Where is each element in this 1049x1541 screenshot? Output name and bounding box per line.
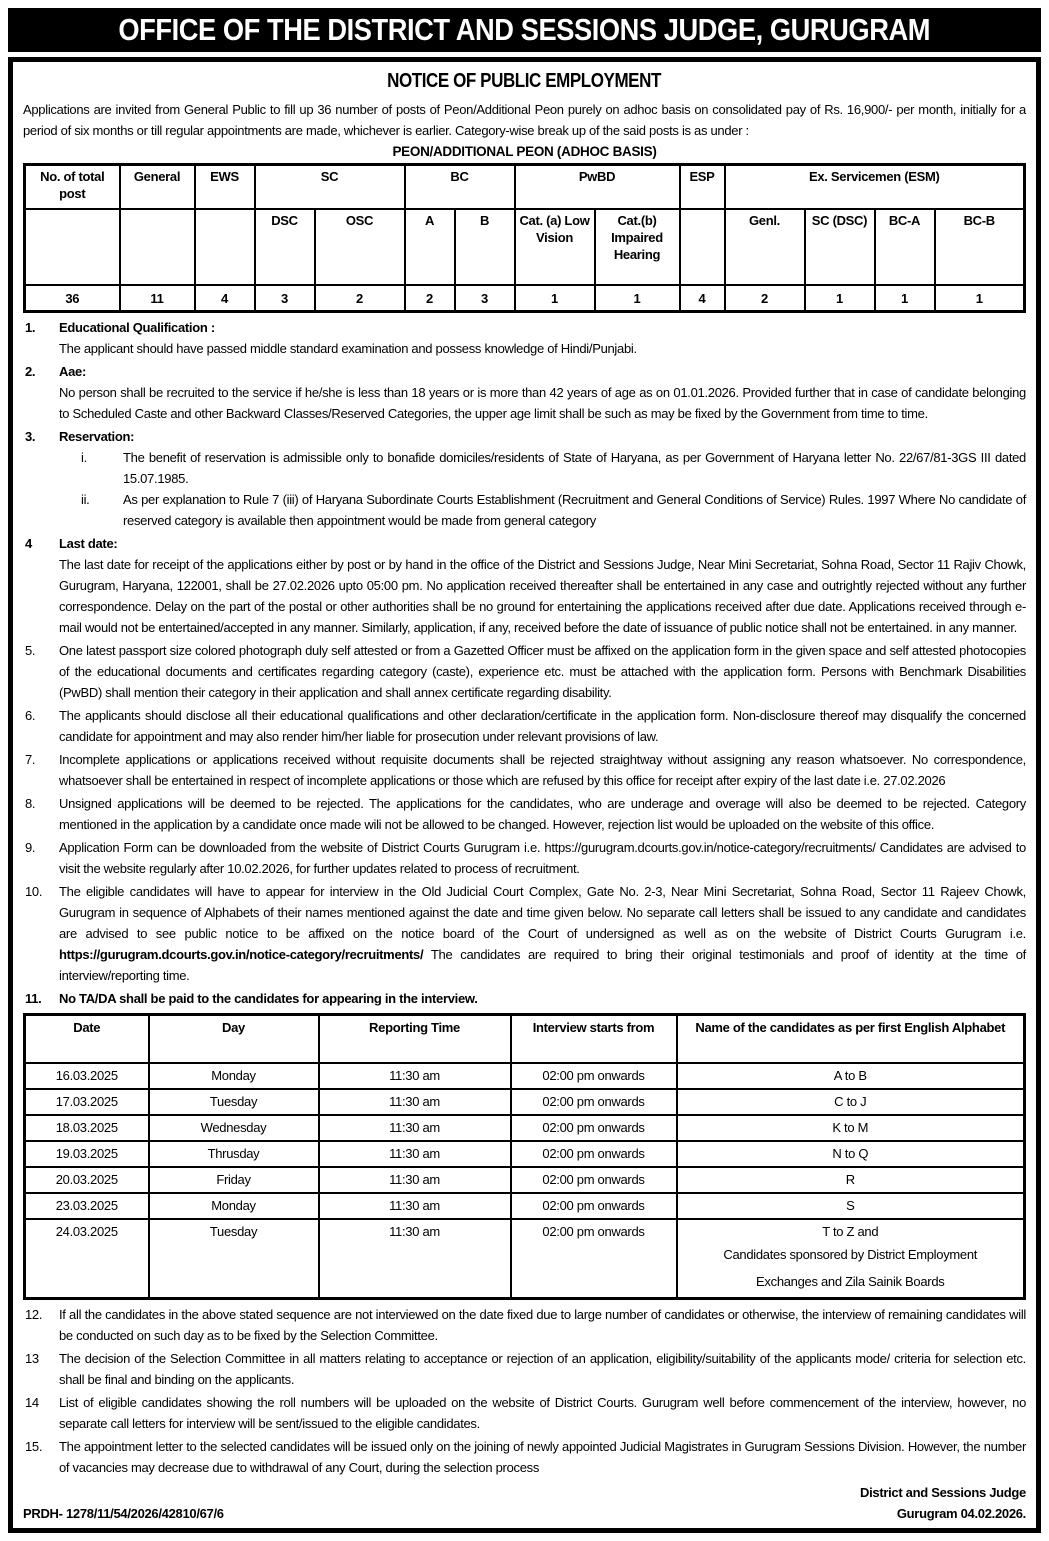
item-heading: Aae:: [59, 364, 86, 379]
item-number: 10.: [25, 884, 43, 899]
col-candidate-names: Name of the candidates as per first English Alphabet: [677, 1015, 1025, 1064]
interview-schedule-table: [23, 1013, 1026, 1300]
value-esm-genl: 2: [725, 285, 805, 312]
cell-interview: 02:00 pm onwards: [511, 1167, 677, 1193]
header-bar: [8, 8, 1041, 52]
cell-day: Monday: [149, 1063, 319, 1089]
sub-item-number: ii.: [81, 492, 90, 507]
item-number: 13: [25, 1351, 39, 1366]
cell-date: 23.03.2025: [25, 1193, 149, 1219]
item-body: The appointment letter to the selected candidates will be issued only on the joining of newly appointed Judicial Magistrates in Gurugram Sessions Division. However, the number of vacancies may decrease due to withdrawal of any Court, during the selection process: [59, 1439, 1026, 1475]
item-number: 6.: [25, 708, 36, 723]
item-number: 4: [25, 536, 32, 551]
item-body: The eligible candidates will have to appear for interview in the Old Judicial Court Complex, Gate No. 2-3, Near Mini Secretariat, Sohna Road, Sector 11 Rajeev Chowk, Gurugram in sequence of Alphabets of their names mentioned against the date and time given below. No separate call letters shall be issued to any candidate and candidates are advised to see public notice to be affixed on the notice board of the Court of undersigned as well as on the website of District Courts Gurugram i.e. https://gurugram.dcourts.gov.in/notice-category/recruitments/ The candidates are required to bring their original testimonials and proof of identity at the time of interview/reporting time.: [59, 884, 1026, 983]
cell-name: T to Z and Candidates sponsored by District Employment Exchanges and Zila Sainik Boards: [677, 1219, 1025, 1299]
item-incomplete-applications: [23, 749, 1026, 791]
footer: [23, 1482, 1026, 1524]
cell-time: 11:30 am: [319, 1219, 511, 1299]
col-sc-dsc: DSC: [255, 209, 315, 285]
notice-title: NOTICE OF PUBLIC EMPLOYMENT: [387, 70, 662, 92]
cell-name: A to B: [677, 1063, 1025, 1089]
item-number: 5.: [25, 643, 36, 658]
value-esp: 4: [680, 285, 725, 312]
value-pwbd-low-vision: 1: [515, 285, 595, 312]
item-last-date: [23, 533, 1026, 638]
col-esm-sc-dsc: SC (DSC): [805, 209, 875, 285]
cell-time: 11:30 am: [319, 1193, 511, 1219]
notice-body-frame: [8, 57, 1041, 1533]
cell-interview: 02:00 pm onwards: [511, 1089, 677, 1115]
cell-name: K to M: [677, 1115, 1025, 1141]
value-esm-bc-b: 1: [935, 285, 1025, 312]
item-application-form-download: [23, 837, 1026, 879]
cell-day: Wednesday: [149, 1115, 319, 1141]
cell-date: 19.03.2025: [25, 1141, 149, 1167]
bold-url: https://gurugram.dcourts.gov.in/notice-category/recruitments/: [59, 947, 424, 962]
col-general: General: [120, 165, 195, 210]
schedule-row: [25, 1063, 1025, 1089]
sub-item-i: [59, 447, 1026, 489]
sub-item-body: As per explanation to Rule 7 (iii) of Haryana Subordinate Courts Establishment (Recruitment and General Conditions of Service) Rules. 1997 Where No candidate of reserved category is available then appointment would be made from general category: [123, 492, 1027, 528]
item-no-ta-da: [23, 988, 1026, 1009]
schedule-row-last: [25, 1219, 1025, 1299]
item-eligible-candidates-list: [23, 1392, 1026, 1434]
cell-interview: 02:00 pm onwards: [511, 1115, 677, 1141]
post-table-sub-header-row: [25, 209, 1025, 285]
cell-interview: 02:00 pm onwards: [511, 1141, 677, 1167]
schedule-row: [25, 1089, 1025, 1115]
cell-day: Thrusday: [149, 1141, 319, 1167]
cell-time: 11:30 am: [319, 1063, 511, 1089]
cell-name: C to J: [677, 1089, 1025, 1115]
sub-item-ii: [59, 489, 1026, 531]
col-total-posts: No. of total post: [25, 165, 120, 210]
col-day: Day: [149, 1015, 319, 1064]
post-table-title: PEON/ADDITIONAL PEON (ADHOC BASIS): [392, 144, 657, 159]
col-esp: ESP: [680, 165, 725, 210]
cell-name: N to Q: [677, 1141, 1025, 1167]
item-appointment-letter: [23, 1436, 1026, 1478]
cell-day: Tuesday: [149, 1089, 319, 1115]
item-number: 9.: [25, 840, 36, 855]
item-body: List of eligible candidates showing the roll numbers will be uploaded on the website of District Courts. Gurugram well before commencement of the interview, however, no separate call letters for interview will be sent/issued to the eligible candidates.: [59, 1395, 1026, 1431]
cell-time: 11:30 am: [319, 1167, 511, 1193]
item-body: Application Form can be downloaded from the website of District Courts Gurugram i.e. https://gurugram.dcourts.gov.in/notice-category/recruitments/ Candidates are advised to visit the website regularly after 10.02.2026, for further updates related to process of recruitment.: [59, 840, 1026, 876]
signature-place-date: Gurugram 04.02.2026.: [896, 1506, 1026, 1521]
col-reporting-time: Reporting Time: [319, 1015, 511, 1064]
item-body: The decision of the Selection Committee in all matters relating to acceptance or rejection of an application, eligibility/suitability of the applicants mode/ criteria for selection etc. shall be final and binding on the applicants.: [59, 1351, 1026, 1387]
item-number: 1.: [25, 320, 36, 335]
item-body: The applicant should have passed middle standard examination and possess knowledge of Hindi/Punjabi.: [59, 341, 637, 356]
item-remaining-candidates: [23, 1304, 1026, 1346]
item-heading: Last date:: [59, 536, 118, 551]
schedule-row: [25, 1115, 1025, 1141]
value-total: 36: [25, 285, 120, 312]
col-group-bc: BC: [405, 165, 515, 210]
cell-interview: 02:00 pm onwards: [511, 1219, 677, 1299]
value-pwbd-impaired-hearing: 1: [595, 285, 680, 312]
item-body: If all the candidates in the above stated sequence are not interviewed on the date fixed due to large number of candidates or otherwise, the interview of remaining candidates will be conducted on such day as to be fixed by the Selection Committee.: [59, 1307, 1026, 1343]
col-bc-b: B: [455, 209, 515, 285]
cell-day: Tuesday: [149, 1219, 319, 1299]
col-group-esm: Ex. Servicemen (ESM): [725, 165, 1025, 210]
schedule-header-row: [25, 1015, 1025, 1064]
item-unsigned-applications: [23, 793, 1026, 835]
value-ews: 4: [195, 285, 255, 312]
item-body: One latest passport size colored photograph duly self attested or from a Gazetted Officer must be affixed on the application form in the given space and self attested photocopies of the educational documents and certificates regarding category (caste), experience etc. must be attached with the application form. Persons with Benchmark Disabilities (PwBD) shall mention their category in their application and shall annex certificate regarding disability.: [59, 643, 1026, 700]
col-group-pwbd: PwBD: [515, 165, 680, 210]
item-number: 12.: [25, 1307, 43, 1322]
value-bc-a: 2: [405, 285, 455, 312]
cell-time: 11:30 am: [319, 1089, 511, 1115]
item-interview-venue: [23, 881, 1026, 986]
cell-date: 24.03.2025: [25, 1219, 149, 1299]
reference-number: PRDH- 1278/11/54/2026/42810/67/6: [23, 1506, 224, 1521]
col-esm-bc-b: BC-B: [935, 209, 1025, 285]
cell-name: R: [677, 1167, 1025, 1193]
col-interview-start: Interview starts from: [511, 1015, 677, 1064]
col-esm-bc-a: BC-A: [875, 209, 935, 285]
cell-time: 11:30 am: [319, 1141, 511, 1167]
office-title: OFFICE OF THE DISTRICT AND SESSIONS JUDGE, GURUGRAM: [118, 12, 931, 47]
cell-interview: 02:00 pm onwards: [511, 1063, 677, 1089]
item-disclosure: [23, 705, 1026, 747]
schedule-row: [25, 1193, 1025, 1219]
item-selection-committee-decision: [23, 1348, 1026, 1390]
item-number: 14: [25, 1395, 39, 1410]
value-bc-b: 3: [455, 285, 515, 312]
cell-day: Friday: [149, 1167, 319, 1193]
item-number: 7.: [25, 752, 36, 767]
notice-items: [23, 317, 1026, 1009]
col-date: Date: [25, 1015, 149, 1064]
bold-segment: Where No candidate of reserved category is available then appointment would be made from general category: [123, 492, 1027, 528]
col-ews: EWS: [195, 165, 255, 210]
post-breakup-table: [23, 163, 1026, 313]
item-body: The applicants should disclose all their educational qualifications and other declaration/certificate in the application form. Non-disclosure thereof may disqualify the concerned candidate for appointment and may also render him/her liable for prosecution under relevant provisions of law.: [59, 708, 1026, 744]
cell-interview: 02:00 pm onwards: [511, 1193, 677, 1219]
col-ews-sub: [195, 209, 255, 285]
col-bc-a: A: [405, 209, 455, 285]
col-group-sc: SC: [255, 165, 405, 210]
cell-date: 18.03.2025: [25, 1115, 149, 1141]
col-total-posts-sub: [25, 209, 120, 285]
notice-title-wrap: [23, 64, 1026, 97]
col-sc-osc: OSC: [315, 209, 405, 285]
item-body: The last date for receipt of the applications either by post or by hand in the office of the District and Sessions Judge, Near Mini Secretariat, Sohna Road, Sector 11 Rajiv Chowk, Gurugram, Haryana, 122001, shall be 27.02.2026 upto 05:00 pm. No application received thereafter shall be entertained in any case and outrightly rejected without any further correspondence. Delay on the part of the postal or other authorities shall be no ground for entertaining the applications received after due date. Applications received through e-mail would not be entertained/accepted in any manner. Similarly, application, if any, received before the date of issuance of public notice shall not be entertained. in any manner.: [59, 557, 1026, 635]
value-esm-sc-dsc: 1: [805, 285, 875, 312]
post-table-group-header-row: [25, 165, 1025, 210]
item-body: Unsigned applications will be deemed to be rejected. The applications for the candidates, who are underage and overage will also be deemed to be rejected. Category mentioned in the application by a candidate once made wili not be allowed to be changed. However, rejection list would be uploaded on the website of this office.: [59, 796, 1026, 832]
sub-item-number: i.: [81, 450, 87, 465]
post-table-values-row: [25, 285, 1025, 312]
col-esm-genl: Genl.: [725, 209, 805, 285]
col-esp-sub: [680, 209, 725, 285]
notice-tail-items: [23, 1304, 1026, 1478]
cell-time: 11:30 am: [319, 1115, 511, 1141]
value-sc-osc: 2: [315, 285, 405, 312]
signature-title: District and Sessions Judge: [859, 1485, 1026, 1500]
item-number: 8.: [25, 796, 36, 811]
item-number: 2.: [25, 364, 36, 379]
cell-date: 16.03.2025: [25, 1063, 149, 1089]
item-number: 3.: [25, 429, 36, 444]
cell-date: 20.03.2025: [25, 1167, 149, 1193]
cell-day: Monday: [149, 1193, 319, 1219]
item-educational-qualification: [23, 317, 1026, 359]
value-sc-dsc: 3: [255, 285, 315, 312]
col-general-sub: [120, 209, 195, 285]
item-reservation: [23, 426, 1026, 531]
cell-date: 17.03.2025: [25, 1089, 149, 1115]
item-number: 11.: [25, 991, 42, 1006]
item-age: [23, 361, 1026, 424]
col-pwbd-low-vision: Cat. (a) Low Vision: [515, 209, 595, 285]
cell-name: S: [677, 1193, 1025, 1219]
intro-paragraph: Applications are invited from General Public to fill up 36 number of posts of Peon/Additional Peon purely on adhoc basis on consolidated pay of Rs. 16,900/- per month, initially for a period of six months or till regular appointments are made, whichever is earlier. Category-wise break up of the said posts is as under :: [23, 102, 1026, 138]
sub-item-body: The benefit of reservation is admissible only to bonafide domiciles/residents of State of Haryana, as per Government of Haryana letter No. 22/67/81-3GS III dated 15.07.1985.: [123, 450, 1026, 486]
schedule-row: [25, 1167, 1025, 1193]
value-esm-bc-a: 1: [875, 285, 935, 312]
item-body: No person shall be recruited to the service if he/she is less than 18 years or is more than 42 years of age as on 01.01.2026. Provided further that in case of candidate belonging to Scheduled Caste and other Backward Classes/Reserved Categories, the upper age limit shall be such as may be fixed by the Government from time to time.: [59, 385, 1026, 421]
item-body: No TA/DA shall be paid to the candidates for appearing in the interview.: [59, 991, 478, 1006]
item-heading: Educational Qualification :: [59, 320, 215, 335]
value-general: 11: [120, 285, 195, 312]
col-pwbd-impaired-hearing: Cat.(b) Impaired Hearing: [595, 209, 680, 285]
schedule-row: [25, 1141, 1025, 1167]
item-photograph: [23, 640, 1026, 703]
item-body: Incomplete applications or applications received without requisite documents shall be rejected straightway without assigning any reason whatsoever. No correspondence, whatsoever shall be entertained in respect of incomplete applications or those which are refused by this office for receipt after expiry of the last date i.e. 27.02.2026: [59, 752, 1026, 788]
item-heading: Reservation:: [59, 429, 135, 444]
item-number: 15.: [25, 1439, 43, 1454]
